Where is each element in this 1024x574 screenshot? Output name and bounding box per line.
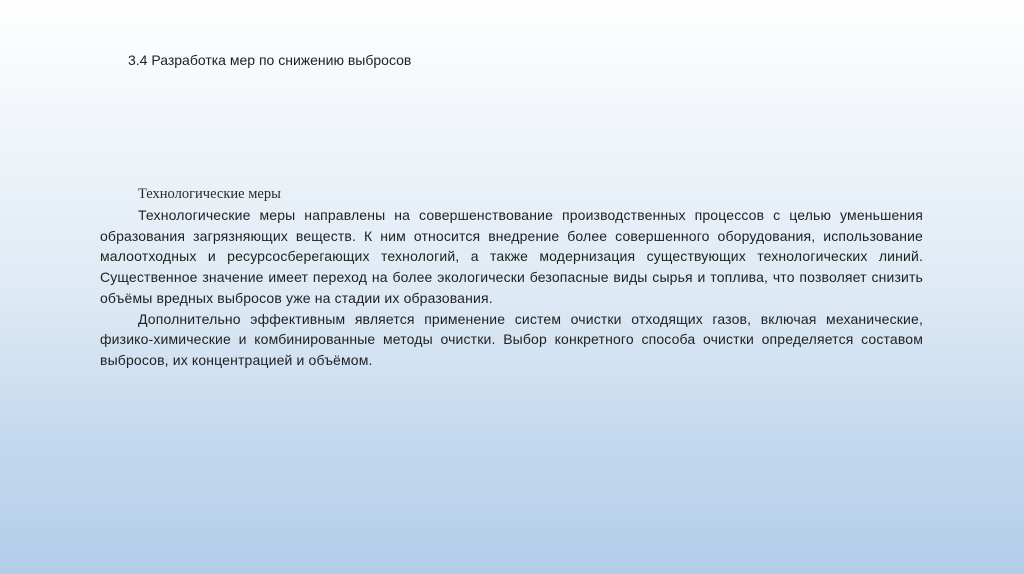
slide-title: 3.4 Разработка мер по снижению выбросов — [128, 52, 412, 68]
paragraph-gas-cleaning: Дополнительно эффективным является применение систем очистки отходящих газов, включая механические, физико-химические и комбинированные методы очистки. Выбор конкретного способа очистки определяется составом выбросов, их концентрацией и объёмом. — [100, 310, 923, 368]
section-heading: Технологические меры — [138, 186, 281, 202]
paragraph-technological-measures: Технологические меры направлены на совершенствование производственных процессов с целью уменьшения образования загрязняющих веществ. К ним относится внедрение более совершенного оборудования, использование малоотходных и ресурсосберегающих технологий, а также модернизация существующих технологических линий. Существенное значение имеет переход на более экологически безопасные виды сырья и топлива, что позволяет снизить объёмы вредных выбросов уже на стадии их образования. — [100, 207, 923, 306]
slide-content — [100, 184, 923, 371]
